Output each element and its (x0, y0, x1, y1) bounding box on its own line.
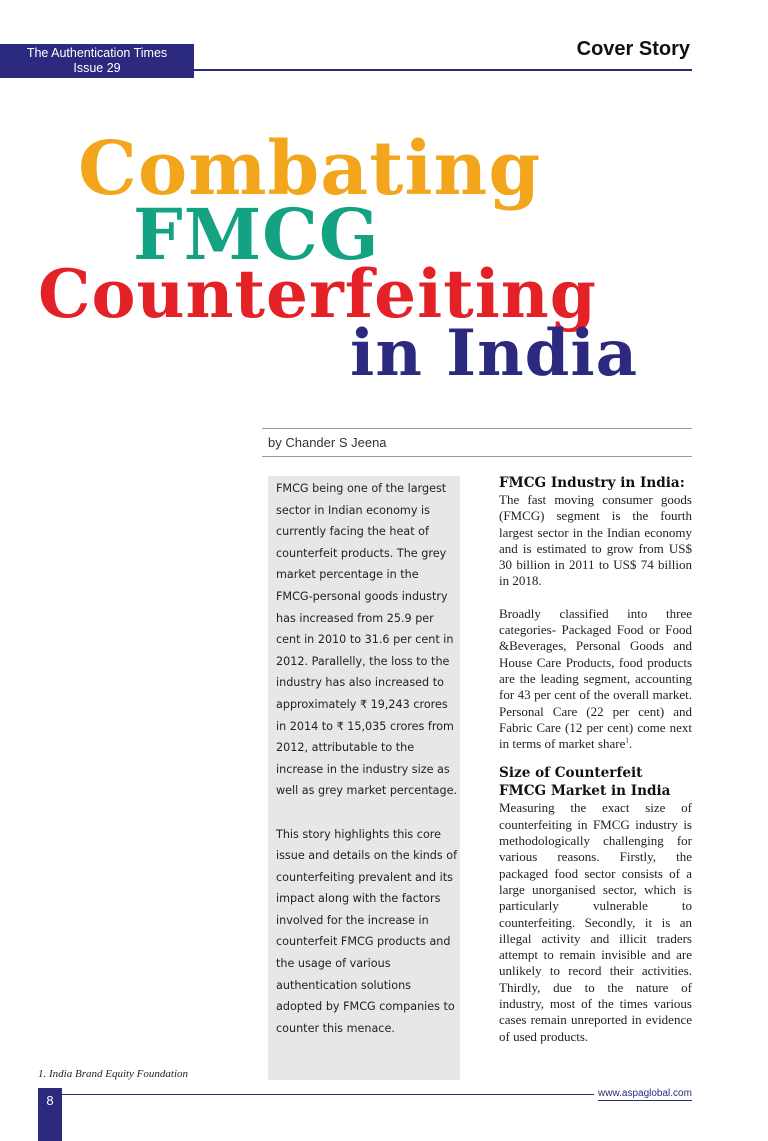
article-paragraph-2 (499, 606, 692, 753)
page-number: 8 (46, 1093, 54, 1108)
footer-url: www.aspaglobal.com (598, 1088, 692, 1099)
intro-text (276, 478, 458, 1039)
byline: by Chander S Jeena (268, 435, 387, 450)
intro-paragraph-2: This story highlights this core issue and details on the kinds of counterfeiting prevalent and its impact along with the factors involved for the increase in counterfeit FMCG products and the usage of various authentication solutions adopted by FMCG companies to counter this menace. (276, 827, 458, 1035)
byline-rule-top (262, 428, 692, 429)
article-paragraph-1: The fast moving consumer goods (FMCG) segment is the fourth largest sector in the Indian economy and is estimated to grow from US$ 30 billion in 2011 to US$ 74 billion in 2018. (499, 492, 692, 589)
intro-paragraph-1: FMCG being one of the largest sector in Indian economy is currently facing the heat of counterfeit products. The grey market percentage in the FMCG-personal goods industry has increased from 25.9 per cent in 2010 to 31.6 per cent in 2012. Parallelly, the loss to the industry has also increased to approximately ₹ 19,243 crores in 2014 to ₹ 15,035 crores from 2012, attributable to the increase in the industry size as well as grey market percentage. (276, 482, 458, 798)
headline-line-4: in India (350, 316, 639, 391)
section-label: Cover Story (576, 38, 690, 60)
article-paragraph-2-end: . (628, 736, 633, 752)
section-heading-industry: FMCG Industry in India: (499, 475, 685, 491)
footnote: 1. India Brand Equity Foundation (38, 1068, 189, 1080)
header-divider (194, 69, 692, 71)
publication-name: The Authentication Times (26, 46, 168, 60)
page-number-box (38, 1088, 62, 1141)
headline-line-1: Combating (78, 126, 542, 212)
footnote-reference: 1 (625, 736, 629, 745)
article-paragraph-2-text: Broadly classified into three categories- Packaged Food or Food &Beverages, Personal Goods and House Care Products, food products are the leading segment, accounting for 43 per cent of the overall market. Personal Care (22 per cent) and Fabric Care (12 per cent) come next in terms of market share (499, 605, 692, 752)
issue-number: Issue 29 (73, 61, 121, 75)
article-column (499, 474, 692, 1045)
headline-line-2: FMCG (133, 193, 380, 276)
footer-url-underline (598, 1100, 692, 1101)
article-paragraph-3: Measuring the exact size of counterfeiting in FMCG industry is methodologically challenging for various reasons. Firstly, the packaged food sector consists of a large unorganised sector, which is particularly vulnerable to counterfeiting. Secondly, it is an illegal activity and illicit traders attempt to remain invisible and are unlikely to record their activities. Thirdly, due to the nature of industry, most of the times various cases remain unreported in evidence of used products. (499, 800, 692, 1044)
footer-divider (62, 1094, 594, 1095)
publication-badge (0, 44, 194, 78)
headline-line-3: Counterfeiting (38, 255, 597, 333)
section-heading-size: Size of Counterfeit FMCG Market in India (499, 765, 671, 800)
byline-rule-bottom (262, 456, 692, 457)
